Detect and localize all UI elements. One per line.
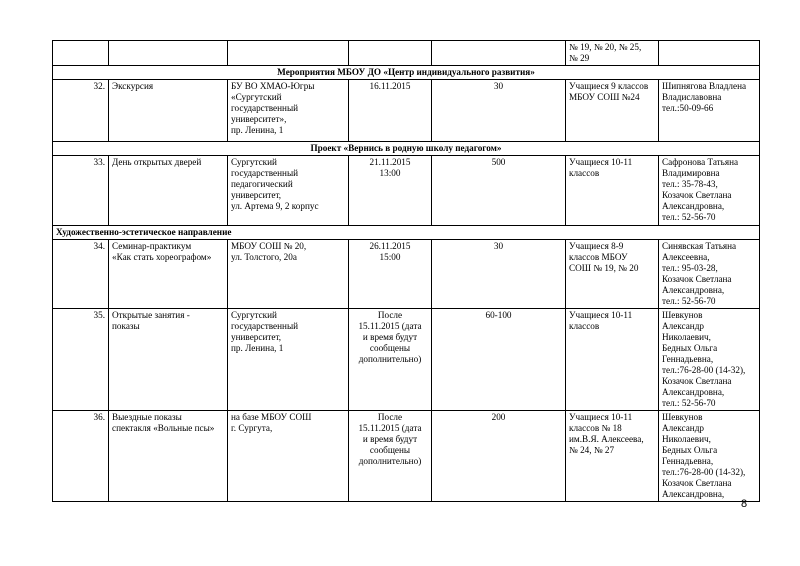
cell-place: Сургутский государственный педагогический университет, ул. Артема 9, 2 корпус <box>228 156 349 226</box>
schedule-table <box>52 40 760 502</box>
table-row <box>53 80 760 142</box>
cell-event: Выездные показы спектакля «Вольные псы» <box>109 411 228 502</box>
cell-participants: Учащиеся 8-9 классов МБОУ СОШ № 19, № 20 <box>566 240 659 309</box>
cell-contact: Шипнягова Владлена Владиславовна тел.:50-09-66 <box>659 80 760 142</box>
table-row <box>53 41 760 66</box>
cell-date: 21.11.2015 13:00 <box>349 156 432 226</box>
cell-participants: Учащиеся 10-11 классов <box>566 156 659 226</box>
cell-contact: Сафронова Татьяна Владимировна тел.: 35-78-43, Козачок Светлана Александровна, тел.: 52-56-70 <box>659 156 760 226</box>
cell-place: МБОУ СОШ № 20, ул. Толстого, 20а <box>228 240 349 309</box>
cell-place <box>228 41 349 66</box>
cell-num <box>53 41 109 66</box>
cell-num: 33. <box>53 156 109 226</box>
cell-date: 26.11.2015 15:00 <box>349 240 432 309</box>
table-row <box>53 309 760 411</box>
cell-date: 16.11.2015 <box>349 80 432 142</box>
table-row <box>53 156 760 226</box>
cell-count: 60-100 <box>432 309 566 411</box>
section-row <box>53 226 760 240</box>
cell-event: Открытые занятия - показы <box>109 309 228 411</box>
cell-participants: № 19, № 20, № 25, № 29 <box>566 41 659 66</box>
section-row <box>53 142 760 156</box>
cell-date: После 15.11.2015 (дата и время будут сообщены дополнительно) <box>349 309 432 411</box>
cell-event: День открытых дверей <box>109 156 228 226</box>
section-title: Художественно-эстетическое направление <box>53 226 760 240</box>
cell-count: 200 <box>432 411 566 502</box>
cell-count: 500 <box>432 156 566 226</box>
cell-count: 30 <box>432 240 566 309</box>
cell-participants: Учащиеся 10-11 классов № 18 им.В.Я. Алексеева, № 24, № 27 <box>566 411 659 502</box>
cell-place: БУ ВО ХМАО-Югры «Сургутский государственный университет», пр. Ленина, 1 <box>228 80 349 142</box>
cell-event <box>109 41 228 66</box>
cell-date <box>349 41 432 66</box>
section-title: Проект «Вернись в родную школу педагогом» <box>53 142 760 156</box>
cell-place: Сургутский государственный университет, пр. Ленина, 1 <box>228 309 349 411</box>
cell-event: Семинар-практикум «Как стать хореографом» <box>109 240 228 309</box>
cell-contact: Шевкунов Александр Николаевич, Бедных Ольга Геннадьевна, тел.:76-28-00 (14-32), Козачок Светлана Александровна, <box>659 411 760 502</box>
table-row <box>53 240 760 309</box>
section-row <box>53 66 760 80</box>
cell-num: 36. <box>53 411 109 502</box>
cell-contact <box>659 41 760 66</box>
cell-count: 30 <box>432 80 566 142</box>
cell-contact: Синявская Татьяна Алексеевна, тел.: 95-03-28, Козачок Светлана Александровна, тел.: 52-56-70 <box>659 240 760 309</box>
cell-date: После 15.11.2015 (дата и время будут сообщены дополнительно) <box>349 411 432 502</box>
cell-num: 32. <box>53 80 109 142</box>
table-row <box>53 411 760 502</box>
page-number: 8 <box>741 498 748 510</box>
cell-participants: Учащиеся 10-11 классов <box>566 309 659 411</box>
cell-participants: Учащиеся 9 классов МБОУ СОШ №24 <box>566 80 659 142</box>
section-title: Мероприятия МБОУ ДО «Центр индивидуального развития» <box>53 66 760 80</box>
cell-num: 35. <box>53 309 109 411</box>
cell-contact: Шевкунов Александр Николаевич, Бедных Ольга Геннадьевна, тел.:76-28-00 (14-32), Козачок Светлана Александровна, тел.: 52-56-70 <box>659 309 760 411</box>
cell-event: Экскурсия <box>109 80 228 142</box>
cell-count <box>432 41 566 66</box>
cell-place: на базе МБОУ СОШ г. Сургута, <box>228 411 349 502</box>
cell-num: 34. <box>53 240 109 309</box>
